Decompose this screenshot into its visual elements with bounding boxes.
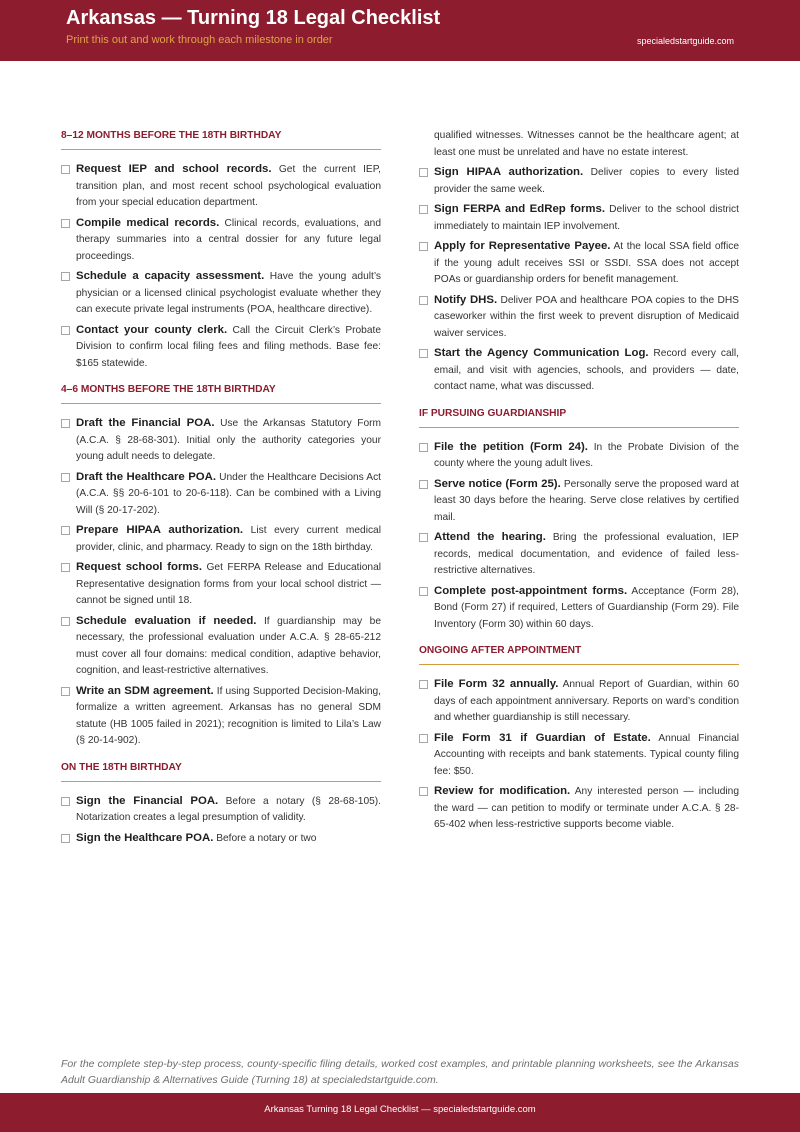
checklist xyxy=(61,415,381,750)
checklist-item-text xyxy=(76,215,381,266)
checklist xyxy=(419,164,739,396)
checklist-item-description: Under the Healthcare Decisions Act (A.C.A. §§ 20-6-101 to 20-6-118). Can be combined with a Living Will (§ 20-17-202). xyxy=(76,471,381,516)
checklist-item xyxy=(419,292,739,343)
checklist-item-description: Call the Circuit Clerk’s Probate Division to confirm local filing fees and filing methods. Base fee: $165 statewide. xyxy=(76,324,381,369)
checklist-item-text xyxy=(434,238,739,289)
checklist-item-text xyxy=(76,793,381,827)
checkbox-icon[interactable] xyxy=(61,326,70,335)
checklist-item-title: Compile medical records. xyxy=(76,216,220,229)
checklist-item-text xyxy=(434,676,739,727)
checklist-item-title: Review for modification. xyxy=(434,785,571,797)
footnote: For the complete step-by-step process, county-specific filing details, worked cost examples, and printable planning worksheets, see the Arkansas Adult Guardianship & Alternatives Guide (Turning 18) at specialedstartguide.com. xyxy=(61,1058,739,1086)
checkbox-icon[interactable] xyxy=(419,349,428,358)
footer-text: Arkansas Turning 18 Legal Checklist — specialedstartguide.com xyxy=(264,1104,536,1115)
checkbox-icon[interactable] xyxy=(61,219,70,228)
checklist-item-text xyxy=(76,161,381,212)
checklist-item-text xyxy=(434,583,739,634)
checkbox-icon[interactable] xyxy=(61,687,70,696)
checklist-item-text xyxy=(434,783,739,834)
checkbox-icon[interactable] xyxy=(419,205,428,214)
checklist-item-title: Attend the hearing. xyxy=(434,531,546,543)
checklist-item-description: Annual Report of Guardian, within 60 days of each appointment anniversary. Reports on ward’s condition and whether guardianship is still necessary. xyxy=(434,679,739,723)
checkbox-icon[interactable] xyxy=(61,272,70,281)
checklist-item-text xyxy=(76,322,381,373)
checkbox-icon[interactable] xyxy=(419,587,428,596)
checkbox-icon[interactable] xyxy=(419,787,428,796)
checklist-item-description: Use the Arkansas Statutory Form (A.C.A. § 28-68-301). Initial only the authority categories your young adult needs to delegate. xyxy=(76,418,381,462)
checklist-item-description: Clinical records, evaluations, and therapy summaries into a central dossier for any future legal proceedings. xyxy=(76,217,381,262)
page-title: Arkansas — Turning 18 Legal Checklist xyxy=(66,7,441,29)
checkbox-icon[interactable] xyxy=(419,680,428,689)
checklist-item xyxy=(61,161,381,212)
checklist-item-text xyxy=(434,292,739,343)
checklist xyxy=(419,439,739,634)
checklist-item xyxy=(419,783,739,834)
checklist-item-title: Sign FERPA and EdRep forms. xyxy=(434,203,606,215)
checklist-item xyxy=(61,793,381,827)
checkbox-icon[interactable] xyxy=(61,473,70,482)
checklist-item-text xyxy=(76,683,381,750)
checkbox-icon[interactable] xyxy=(419,242,428,251)
checklist-item-text xyxy=(434,476,739,527)
checklist-item-continuation: qualified witnesses. Witnesses cannot be the healthcare agent; at least one must be unrelated and have no estate interest. xyxy=(434,130,739,158)
checklist-item xyxy=(419,583,739,634)
checklist-item-description: Get FERPA Release and Educational Representative designation forms from your local school district — cannot be signed until 18. xyxy=(76,562,381,606)
checklist-item-text xyxy=(434,201,739,235)
checklist-item-description: Deliver copies to every listed provider the same week. xyxy=(434,167,739,195)
header-site: specialedstartguide.com xyxy=(636,36,734,46)
section-heading: IF PURSUING GUARDIANSHIP xyxy=(419,408,739,428)
checklist-item-description: At the local SSA field office if the young adult receives SSI or SSDI. SSA does not accept POAs or guardianship orders for benefit management. xyxy=(434,241,739,285)
checklist-item-title: File the petition (Form 24). xyxy=(434,440,588,453)
checklist-item-text xyxy=(434,439,739,473)
checklist-item xyxy=(419,201,739,235)
checklist-item-title: Complete post-appointment forms. xyxy=(434,584,628,597)
checklist-item-text xyxy=(76,415,381,466)
section-heading: ONGOING AFTER APPOINTMENT xyxy=(419,645,739,665)
checklist-item xyxy=(61,683,381,750)
page-subtitle: Print this out and work through each milestone in order xyxy=(66,34,333,46)
checklist-item xyxy=(419,730,739,781)
checklist-item-text xyxy=(76,469,381,520)
checklist-item-title: Write an SDM agreement. xyxy=(76,684,214,697)
checkbox-icon[interactable] xyxy=(419,168,428,177)
checklist-item xyxy=(61,559,381,610)
checklist-item-title: Sign the Healthcare POA. xyxy=(76,831,214,844)
checklist-item-title: Schedule a capacity assessment. xyxy=(76,270,265,282)
checklist-item-text xyxy=(434,529,739,580)
checkbox-icon[interactable] xyxy=(419,443,428,452)
checklist-item-title: File Form 31 if Guardian of Estate. xyxy=(434,731,651,744)
checklist-item-text xyxy=(434,345,739,396)
checkbox-icon[interactable] xyxy=(419,480,428,489)
checklist-item-title: Draft the Healthcare POA. xyxy=(76,470,217,483)
checklist-item-title: Request IEP and school records. xyxy=(76,163,272,175)
checklist xyxy=(61,793,381,848)
checklist-item xyxy=(61,322,381,373)
checklist-item-description: If using Supported Decision-Making, formalize a written agreement. Arkansas has no general SDM statute (HB 1005 failed in 2021); recognition is limited to Lila’s Law (§ 20-14-902). xyxy=(76,685,381,746)
checklist-item-text xyxy=(434,164,739,198)
checklist-item-text xyxy=(76,268,381,319)
checklist-item-title: Prepare HIPAA authorization. xyxy=(76,524,244,536)
checklist xyxy=(61,161,381,372)
checklist-item-text xyxy=(76,830,381,848)
checkbox-icon[interactable] xyxy=(61,834,70,843)
checkbox-icon[interactable] xyxy=(61,419,70,428)
checkbox-icon[interactable] xyxy=(61,165,70,174)
checklist-item-description: Deliver to the school district immediately to maintain IEP involvement. xyxy=(434,204,739,232)
checklist-item-description: Annual Financial Accounting with receipts and bank statements. Typical county filing fee: $50. xyxy=(434,732,739,777)
checklist-item-description: Get the current IEP, transition plan, and most recent school psychological evaluation from your special education department. xyxy=(76,164,381,208)
checklist-item-text xyxy=(76,522,381,556)
checkbox-icon[interactable] xyxy=(61,526,70,535)
checklist xyxy=(419,676,739,834)
checklist-item-title: Serve notice (Form 25). xyxy=(434,477,561,490)
checklist-item-title: Apply for Representative Payee. xyxy=(434,240,611,252)
checklist-item-title: Draft the Financial POA. xyxy=(76,417,215,429)
checklist-item-title: Sign the Financial POA. xyxy=(76,794,219,807)
checklist-item-description: Have the young adult’s physician or a licensed clinical psychologist evaluate whether they can execute private legal instruments (POA, healthcare directive). xyxy=(76,271,381,315)
checklist-item-title: Start the Agency Communication Log. xyxy=(434,347,649,359)
checklist-item-text xyxy=(76,559,381,610)
section-heading: ON THE 18TH BIRTHDAY xyxy=(61,762,381,782)
checklist-item-description: Bring the professional evaluation, IEP records, medical documentation, and evidence of failed less-restrictive alternatives. xyxy=(434,532,739,576)
checklist-item-title: Sign HIPAA authorization. xyxy=(434,166,584,178)
checklist-item-description: Record every call, email, and visit with agencies, schools, and providers — date, contact name, what was discussed. xyxy=(434,348,739,392)
checklist-item-description: If guardianship may be necessary, the professional evaluation under A.C.A. § 28-65-212 must cover all four domains: medical condition, adaptive behavior, cognition, and least-restrictive alternatives. xyxy=(76,615,381,676)
checklist-item xyxy=(419,439,739,473)
checklist-item-description: List every current medical provider, clinic, and pharmacy. Ready to sign on the 18th birthday. xyxy=(76,525,381,553)
section-heading: 8–12 MONTHS BEFORE THE 18TH BIRTHDAY xyxy=(61,130,381,150)
checkbox-icon[interactable] xyxy=(419,533,428,542)
checklist-item-text xyxy=(434,730,739,781)
checklist-item-description: In the Probate Division of the county where the young adult lives. xyxy=(434,441,740,469)
checklist-item xyxy=(61,215,381,266)
checklist-item-title: Schedule evaluation if needed. xyxy=(76,614,257,627)
checkbox-icon[interactable] xyxy=(61,617,70,626)
checklist-item xyxy=(61,469,381,520)
checklist-item-description: Deliver POA and healthcare POA copies to the DHS caseworker within the first week to prevent disruption of Medicaid waiver services. xyxy=(434,294,739,339)
checklist-item xyxy=(61,415,381,466)
checklist-item xyxy=(419,476,739,527)
checklist-item-title: Contact your county clerk. xyxy=(76,323,228,336)
checklist-item-description: Personally serve the proposed ward at least 30 days before the hearing. Serve close relatives by certified mail. xyxy=(434,478,739,523)
checklist-item xyxy=(61,522,381,556)
checklist-item xyxy=(419,345,739,396)
checklist-item xyxy=(419,529,739,580)
checklist-item xyxy=(419,238,739,289)
checklist-item-description: Acceptance (Form 28), Bond (Form 27) if required, Letters of Guardianship (Form 29). File Inventory (Form 30) within 60 days. xyxy=(434,585,739,630)
checklist-item xyxy=(61,830,381,848)
section-heading: 4–6 MONTHS BEFORE THE 18TH BIRTHDAY xyxy=(61,384,381,404)
checklist-item xyxy=(419,676,739,727)
checkbox-icon[interactable] xyxy=(419,734,428,743)
page-footer xyxy=(0,1093,800,1132)
checklist-item-title: Notify DHS. xyxy=(434,293,498,306)
right-column xyxy=(419,128,739,837)
checklist-item-description: Before a notary or two xyxy=(213,832,317,844)
checkbox-icon[interactable] xyxy=(61,563,70,572)
page-header xyxy=(0,0,800,61)
checklist-item xyxy=(61,613,381,680)
left-column xyxy=(61,128,381,850)
checklist-item-description: Before a notary (§ 28-68-105). Notarization creates a legal presumption of validity. xyxy=(76,795,381,823)
checklist-item-text xyxy=(76,613,381,680)
checkbox-icon[interactable] xyxy=(419,296,428,305)
checklist-item-title: File Form 32 annually. xyxy=(434,678,559,690)
checklist-item xyxy=(419,164,739,198)
checkbox-icon[interactable] xyxy=(61,797,70,806)
checklist-item-description: Any interested person — including the ward — can petition to modify or terminate under A.C.A. § 28-65-402 when less-restrictive supports become viable. xyxy=(434,786,739,830)
checklist-item-title: Request school forms. xyxy=(76,561,203,573)
checklist-item xyxy=(61,268,381,319)
